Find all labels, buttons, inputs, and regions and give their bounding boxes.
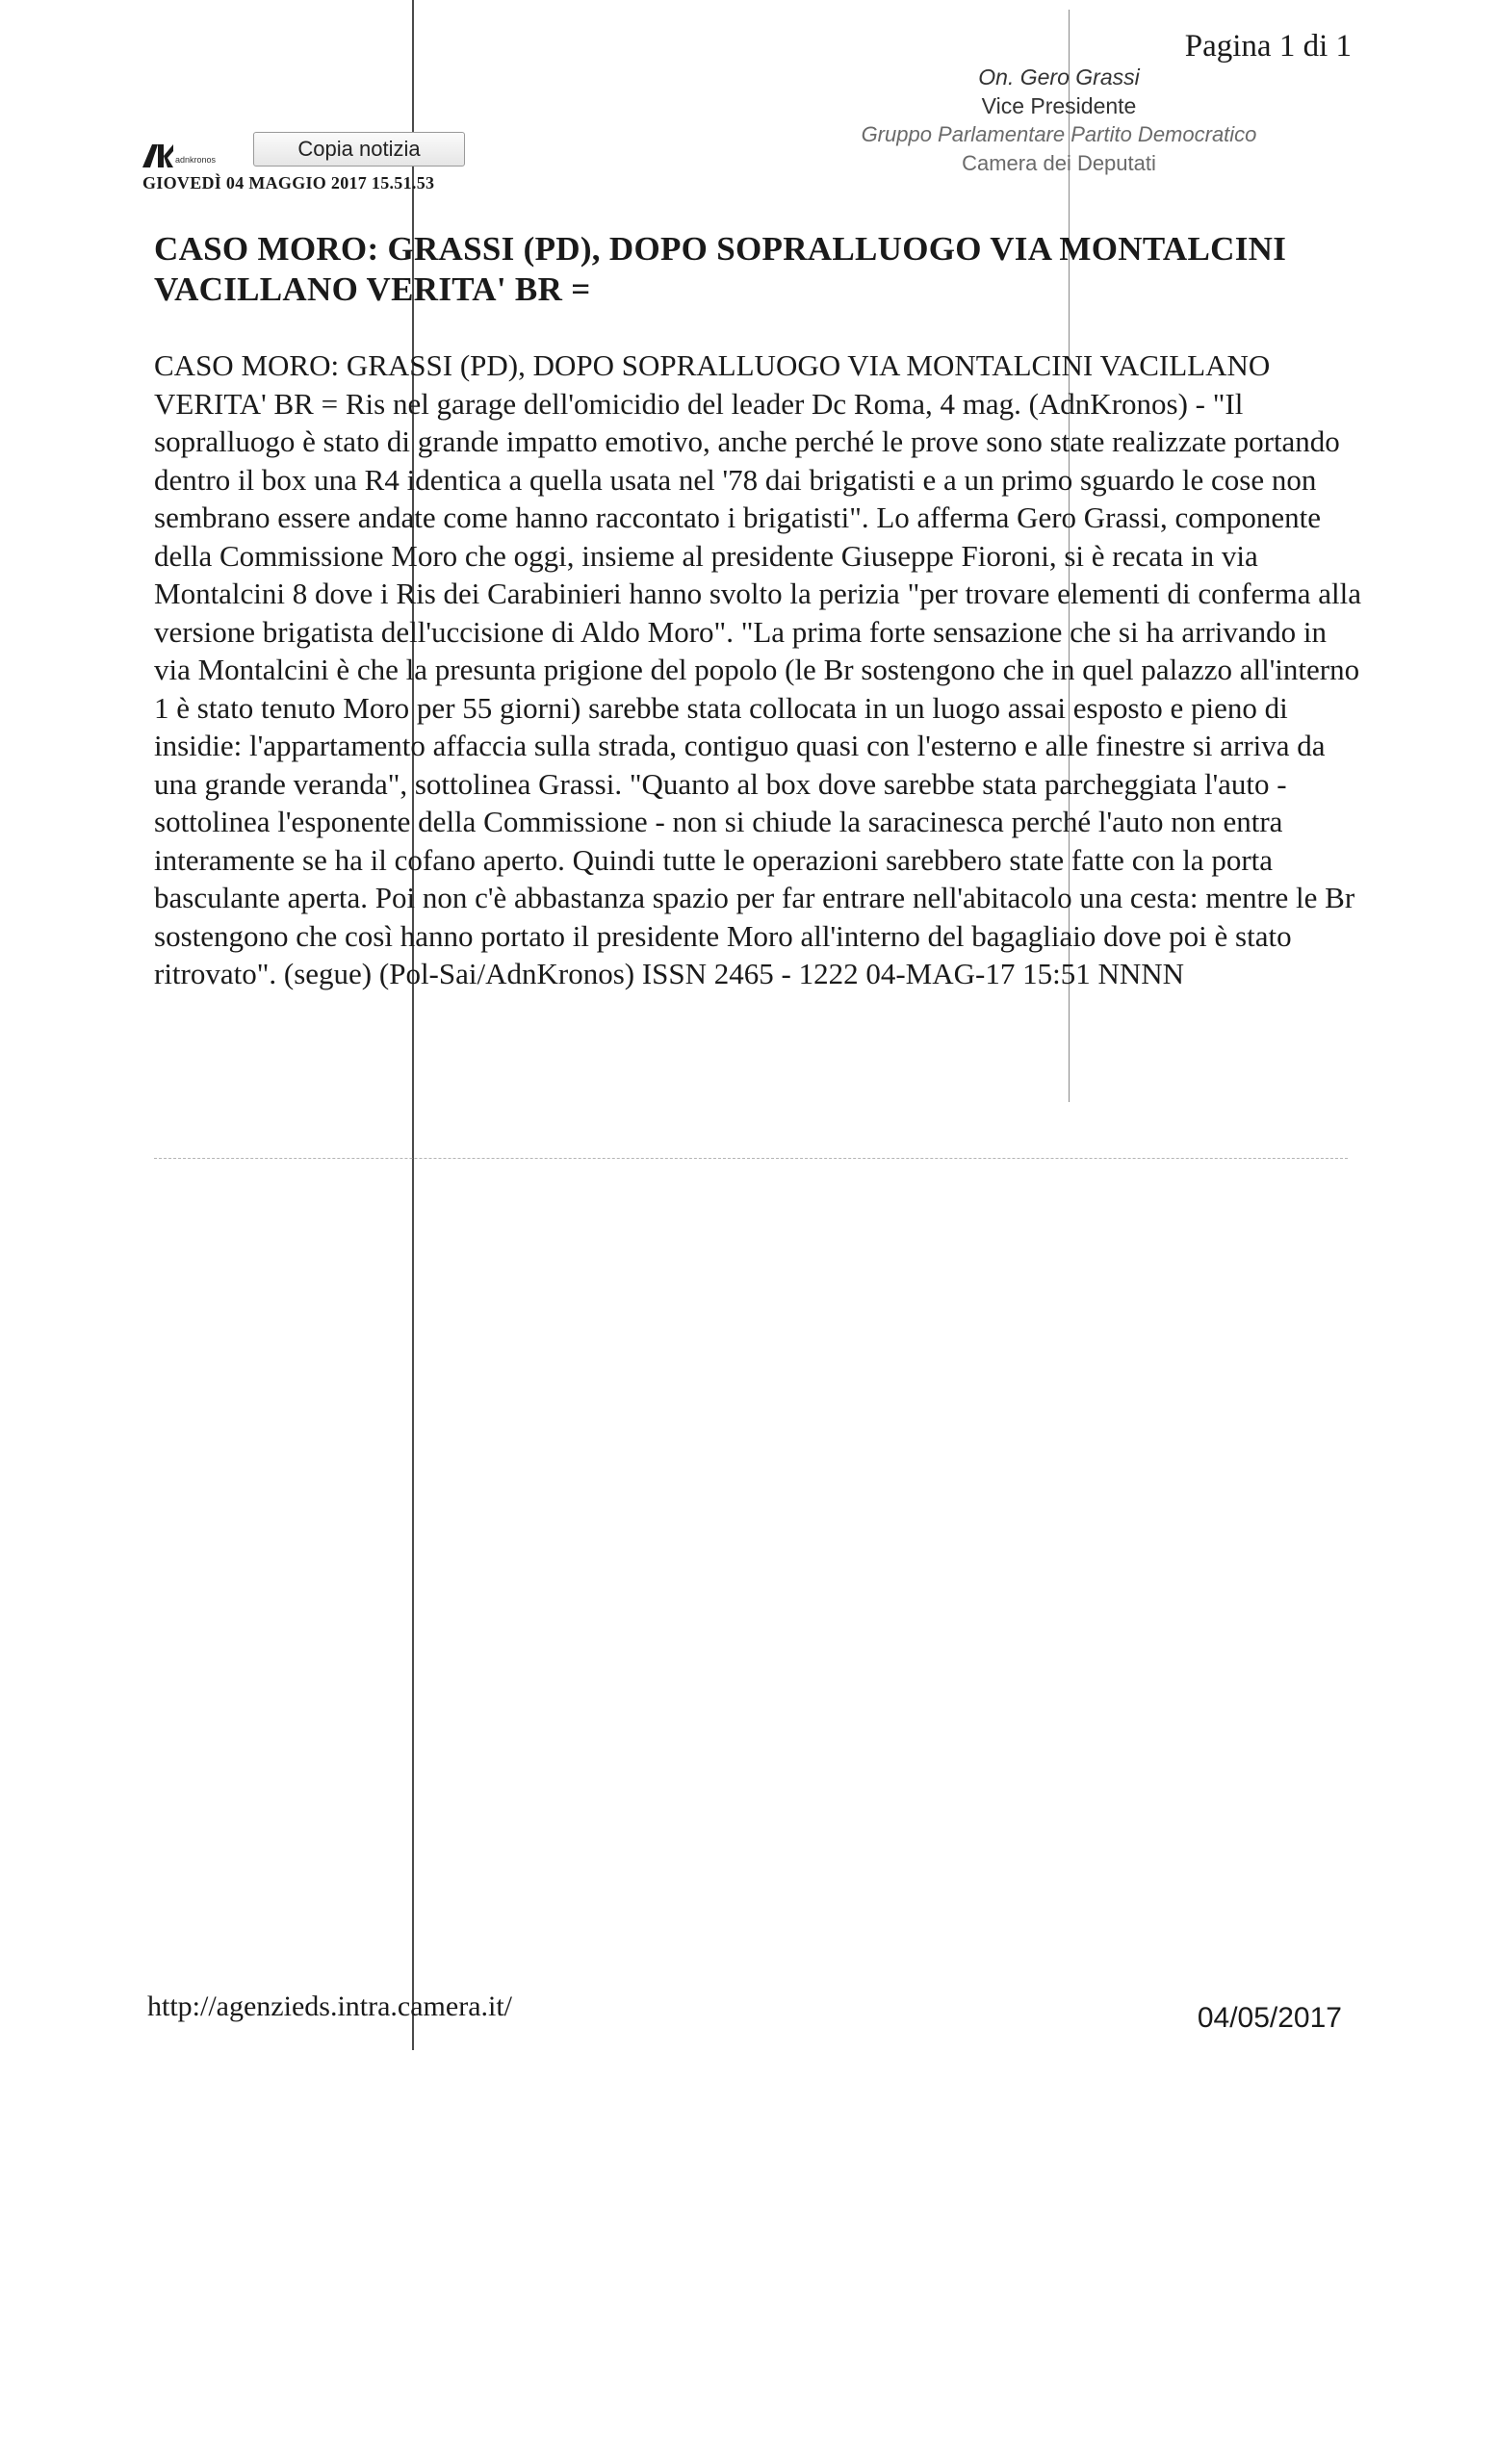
adnkronos-logo — [142, 135, 216, 167]
stamp-name: On. Gero Grassi — [978, 64, 1140, 90]
deputy-stamp — [809, 63, 1309, 178]
copy-news-button[interactable]: Copia notizia — [253, 132, 465, 167]
dateline: GIOVEDÌ 04 MAGGIO 2017 15.51.53 — [142, 173, 435, 192]
footer-url[interactable]: http://agenzieds.intra.camera.it/ — [147, 1990, 513, 2022]
logo-brand-text: adnkronos — [175, 155, 217, 165]
footer-date: 04/05/2017 — [1197, 2002, 1342, 2034]
adnkronos-logo-icon — [142, 144, 173, 167]
page-indicator: Pagina 1 di 1 — [1184, 29, 1352, 64]
divider — [154, 1158, 1348, 1159]
stamp-group: Gruppo Parlamentare Partito Democratico — [861, 122, 1257, 146]
stamp-chamber: Camera dei Deputati — [962, 151, 1156, 175]
stamp-role: Vice Presidente — [981, 93, 1137, 118]
article-body: CASO MORO: GRASSI (PD), DOPO SOPRALLUOGO VIA MONTALCINI VACILLANO VERITA' BR = Ris nel garage dell'omicidio del leader Dc Roma, 4 mag. (AdnKronos) - "Il sopralluogo è stato di grande impatto emotivo, anche perché le prove sono state realizzate portando dentro il box una R4 identica a quella usata nel '78 dai brigatisti e a un primo sguardo le cose non sembrano essere andate come hanno raccontato i brigatisti". Lo afferma Gero Grassi, componente della Commissione Moro che oggi, insieme al presidente Giuseppe Fioroni, si è recata in via Montalcini 8 dove i Ris dei Carabinieri hanno svolto la perizia "per trovare elementi di conferma alla versione brigatista dell'uccisione di Aldo Moro". "La prima forte sensazione che si ha arrivando in via Montalcini è che la presunta prigione del popolo (le Br sostengono che in quel palazzo all'interno 1 è stato tenuto Moro per 55 giorni) sarebbe stata collocata in un luogo assai esposto e pieno di insidie: l'appartamento affaccia sulla strada, contiguo quasi con l'esterno e alle finestre si arriva da una grande veranda", sottolinea Grassi. "Quanto al box dove sarebbe stata parcheggiata l'auto - sottolinea l'esponente della Commissione - non si chiude la saracinesca perché l'auto non entra interamente se ha il cofano aperto. Quindi tutte le operazioni sarebbero state fatte con la porta basculante aperta. Poi non c'è abbastanza spazio per far entrare nell'abitacolo una cesta: mentre le Br sostengono che così hanno portato il presidente Moro all'interno del bagagliaio dove poi è stato ritrovato". (segue) (Pol-Sai/AdnKronos) ISSN 2465 - 1222 04-MAG-17 15:51 NNNN — [154, 348, 1361, 990]
article-headline: CASO MORO: GRASSI (PD), DOPO SOPRALLUOGO VIA MONTALCINI VACILLANO VERITA' BR = — [154, 230, 1287, 308]
